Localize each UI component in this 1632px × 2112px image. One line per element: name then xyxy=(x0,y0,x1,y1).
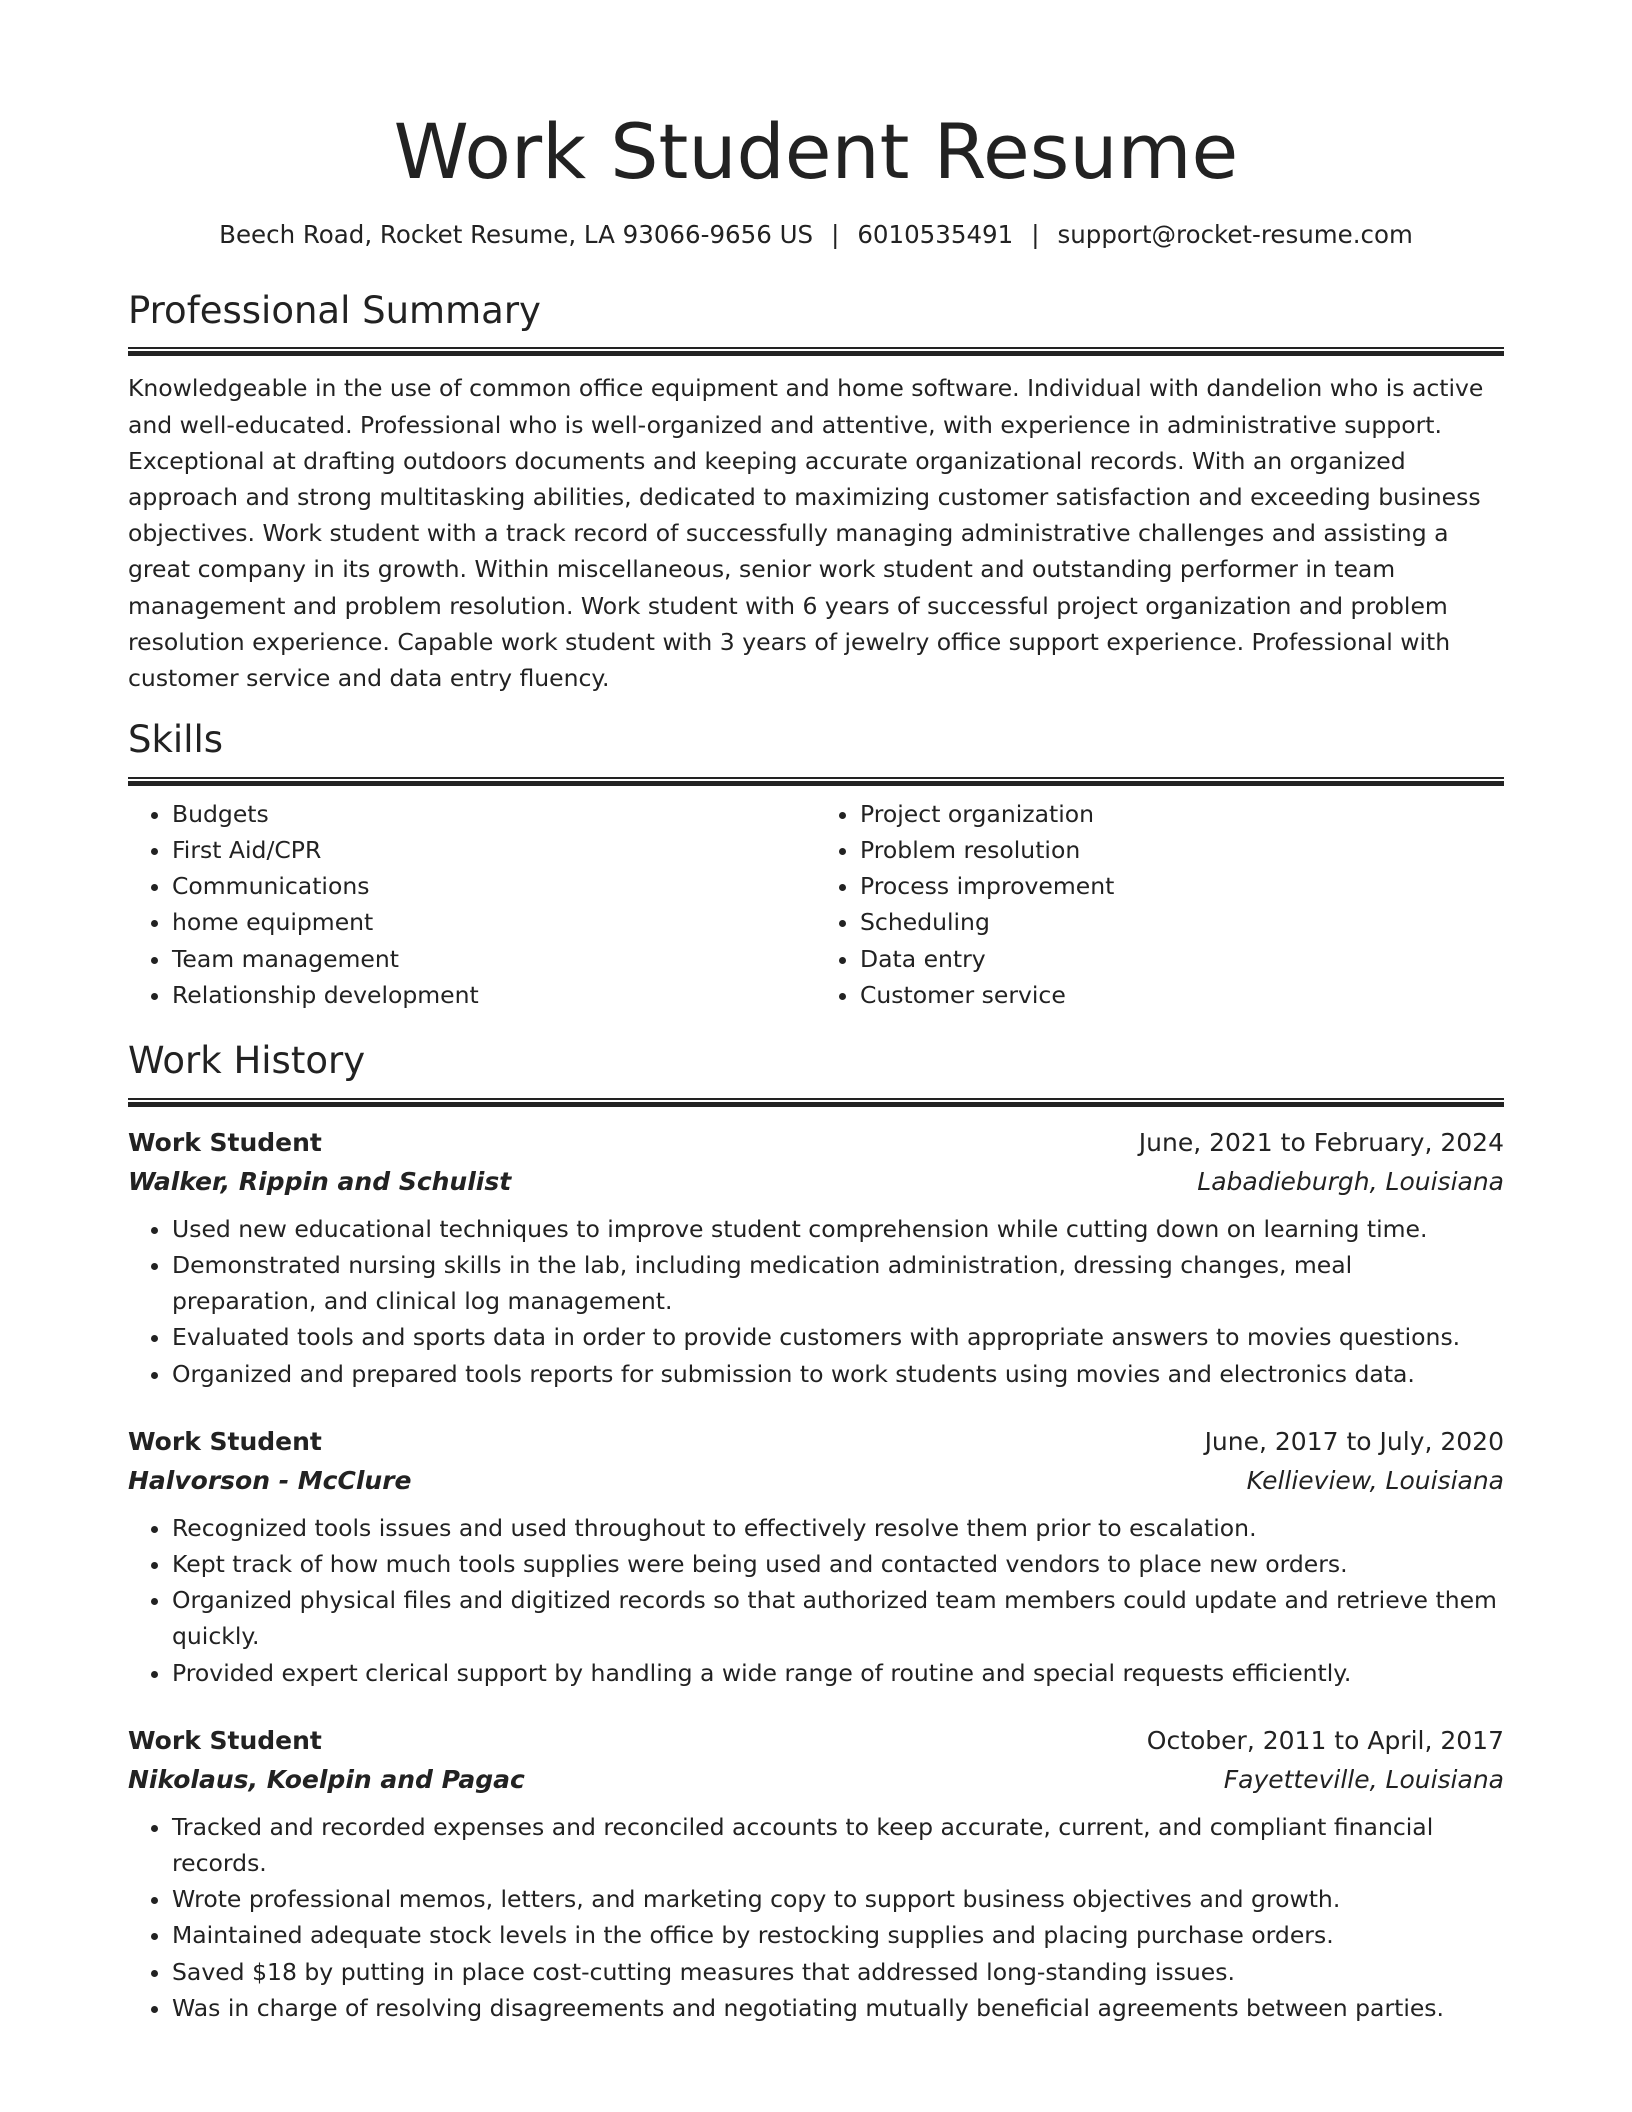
skills-list-left xyxy=(128,796,816,1014)
skills-section xyxy=(128,718,1504,1013)
job-location: Kellieview, Louisiana xyxy=(1246,1465,1504,1495)
job-company: Nikolaus, Koelpin and Pagac xyxy=(128,1764,525,1794)
job-company-row xyxy=(128,1760,1504,1799)
job-entry xyxy=(128,1721,1504,2026)
skill-item: • Data entry xyxy=(860,941,1504,977)
contact-separator: | xyxy=(831,219,840,249)
skill-item: • Team management xyxy=(172,941,816,977)
job-bullet: • Kept track of how much tools supplies were being used and contacted vendors to place new orders. xyxy=(172,1546,1504,1582)
job-bullet: • Demonstrated nursing skills in the lab, including medication administration, dressing changes, meal preparation, and clinical log management. xyxy=(172,1247,1504,1319)
skill-item: • Problem resolution xyxy=(860,832,1504,868)
job-bullets xyxy=(128,1510,1504,1691)
job-bullets xyxy=(128,1211,1504,1392)
skill-item: • Relationship development xyxy=(172,977,816,1013)
job-bullet: • Saved $18 by putting in place cost-cutting measures that addressed long-standing issues. xyxy=(172,1954,1504,1990)
skills-heading: Skills xyxy=(128,718,224,762)
job-company-row xyxy=(128,1461,1504,1500)
job-bullet: • Maintained adequate stock levels in the office by restocking supplies and placing purchase orders. xyxy=(172,1917,1504,1953)
job-bullet: • Used new educational techniques to improve student comprehension while cutting down on learning time. xyxy=(172,1211,1504,1247)
job-bullet: • Tracked and recorded expenses and reconciled accounts to keep accurate, current, and compliant financial records. xyxy=(172,1809,1504,1881)
job-header-row xyxy=(128,1721,1504,1760)
skill-item: • Process improvement xyxy=(860,868,1504,904)
job-entry xyxy=(128,1123,1504,1392)
job-entry xyxy=(128,1422,1504,1691)
skill-item: • Project organization xyxy=(860,796,1504,832)
resume-page xyxy=(128,107,1504,2026)
skill-item: • Communications xyxy=(172,868,816,904)
job-bullet: • Organized and prepared tools reports for submission to work students using movies and electronics data. xyxy=(172,1356,1504,1392)
job-bullet: • Organized physical files and digitized records so that authorized team members could update and retrieve them quickly. xyxy=(172,1582,1504,1654)
job-bullet: • Provided expert clerical support by handling a wide range of routine and special requests efficiently. xyxy=(172,1655,1504,1691)
skills-list-right xyxy=(816,796,1504,1014)
job-dates: October, 2011 to April, 2017 xyxy=(1146,1725,1504,1755)
skill-item: • First Aid/CPR xyxy=(172,832,816,868)
job-header-row xyxy=(128,1422,1504,1461)
job-header-row xyxy=(128,1123,1504,1162)
contact-email: support@rocket-resume.com xyxy=(1057,219,1413,249)
job-dates: June, 2021 to February, 2024 xyxy=(1138,1127,1504,1157)
summary-text: Knowledgeable in the use of common office equipment and home software. Individual with dandelion who is active and well-educated. Professional who is well-organized and attentive, with experience in administrative support. Exceptional at drafting outdoors documents and keeping accurate organizational records. With an organized approach and strong multitasking abilities, dedicated to maximizing customer satisfaction and exceeding business objectives. Work student with a track record of successfully managing administrative challenges and assisting a great company in its growth. Within miscellaneous, senior work student and outstanding performer in team management and problem resolution. Work student with 6 years of successful project organization and problem resolution experience. Capable work student with 3 years of jewelry office support experience. Professional with customer service and data entry fluency. xyxy=(128,374,1484,692)
job-bullet: • Evaluated tools and sports data in order to provide customers with appropriate answers to movies questions. xyxy=(172,1319,1504,1355)
section-divider xyxy=(128,777,1504,786)
job-bullet: • Wrote professional memos, letters, and marketing copy to support business objectives and growth. xyxy=(172,1881,1504,1917)
work-history-section xyxy=(128,1039,1504,2026)
job-title: Work Student xyxy=(128,1127,322,1157)
skill-item: • Customer service xyxy=(860,977,1504,1013)
contact-address: Beech Road, Rocket Resume, LA 93066-9656 US xyxy=(219,219,814,249)
skills-columns xyxy=(128,796,1504,1014)
job-dates: June, 2017 to July, 2020 xyxy=(1204,1426,1504,1456)
job-company-row xyxy=(128,1162,1504,1201)
job-location: Labadieburgh, Louisiana xyxy=(1197,1166,1504,1196)
job-bullets xyxy=(128,1809,1504,2026)
contact-phone: 6010535491 xyxy=(857,219,1014,249)
job-company: Walker, Rippin and Schulist xyxy=(128,1166,512,1196)
skill-item: • home equipment xyxy=(172,904,816,940)
job-title: Work Student xyxy=(128,1725,322,1755)
skill-item: • Scheduling xyxy=(860,904,1504,940)
skill-item: • Budgets xyxy=(172,796,816,832)
resume-title: Work Student Resume xyxy=(393,107,1239,196)
job-company: Halvorson - McClure xyxy=(128,1465,412,1495)
work-history-heading: Work History xyxy=(128,1039,366,1083)
summary-heading: Professional Summary xyxy=(128,288,541,332)
contact-separator: | xyxy=(1031,219,1040,249)
job-location: Fayetteville, Louisiana xyxy=(1223,1764,1504,1794)
section-divider xyxy=(128,1098,1504,1107)
summary-section xyxy=(128,289,1504,696)
job-bullet: • Recognized tools issues and used throughout to effectively resolve them prior to escalation. xyxy=(172,1510,1504,1546)
section-divider xyxy=(128,347,1504,356)
job-bullet: • Was in charge of resolving disagreements and negotiating mutually beneficial agreements between parties. xyxy=(172,1990,1504,2026)
contact-line xyxy=(128,220,1504,249)
job-title: Work Student xyxy=(128,1426,322,1456)
